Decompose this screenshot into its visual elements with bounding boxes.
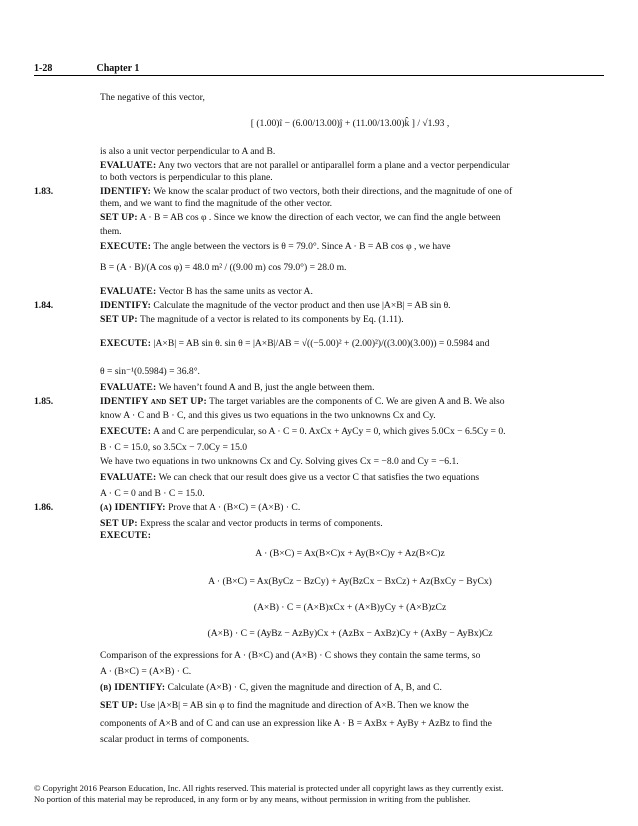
text-line-l37: scalar product in terms of components.	[100, 734, 250, 745]
footer-line-2: No portion of this material may be reproduced, in any form or by any means, without permission in writing from the publisher.	[34, 794, 471, 804]
text-line-l19: know A · C and B · C, and this gives us two equations in the two unknowns Cx and Cy.	[100, 410, 436, 421]
text-line-l15: EXECUTE: |A×B| = AB sin θ. sin θ = |A×B|/AB = √((−5.00)² + (2.00)²)/((3.00)(3.00)) = 0.5984 and	[100, 338, 490, 349]
section-label: EXECUTE:	[100, 426, 152, 437]
text-line-l27	[100, 530, 151, 542]
text-line-l16: θ = sin⁻¹(0.5984) = 36.8°.	[100, 366, 200, 377]
problem-number-p184: 1.84.	[34, 300, 54, 311]
text-line-l3: is also a unit vector perpendicular to A and B.	[100, 146, 276, 157]
problem-number-p186: 1.86.	[34, 502, 54, 513]
text-line-l25: (a) IDENTIFY: Prove that A · (B×C) = (A×B) · C.	[100, 502, 301, 513]
text-line-l6: IDENTIFY: We know the scalar product of two vectors, both their directions, and the magnitude of one of	[100, 186, 513, 197]
text-line-l34: (b) IDENTIFY: Calculate (A×B) · C, given the magnitude and direction of A, B, and C.	[100, 682, 442, 693]
footer-line-1: © Copyright 2016 Pearson Education, Inc. All rights reserved. This material is protected under all copyright laws as they currently exist.	[34, 783, 504, 793]
section-label: IDENTIFY:	[100, 300, 152, 311]
text-line-l29: A · (B×C) = Ax(ByCz − BzCy) + Ay(BzCx − BxCz) + Az(BxCy − ByCx)	[208, 576, 492, 587]
text-line-l2: [ (1.00)î − (6.00/13.00)ĵ + (11.00/13.00)k̂ ] / √1.93 ,	[250, 118, 450, 129]
text-line-l18: IDENTIFY and SET UP: The target variables are the components of C. We are given A and B. We also	[100, 396, 505, 407]
text-line-l30: (A×B) · C = (A×B)xCx + (A×B)yCy + (A×B)zCz	[253, 602, 447, 613]
text-line-l5: to both vectors is perpendicular to this plane.	[100, 172, 273, 183]
section-label: SET UP:	[100, 700, 138, 711]
text-line-l23: EVALUATE: We can check that our result does give us a vector C that satisfies the two equations	[100, 472, 480, 483]
text-line-l8: SET UP: A · B = AB cos φ . Since we know the direction of each vector, we can find the angle between	[100, 212, 501, 223]
text-line-l10: EXECUTE: The angle between the vectors is θ = 79.0°. Since A · B = AB cos φ , we have	[100, 241, 451, 252]
page-number: 1-28	[34, 63, 53, 74]
text-line-l14: SET UP: The magnitude of a vector is related to its components by Eq. (1.11).	[100, 314, 404, 325]
section-label: IDENTIFY and SET UP:	[100, 396, 207, 407]
section-label: EXECUTE:	[100, 338, 152, 349]
text-line-l17: EVALUATE: We haven’t found A and B, just the angle between them.	[100, 382, 375, 393]
text-line-l12: EVALUATE: Vector B has the same units as vector A.	[100, 286, 313, 297]
section-label: EVALUATE:	[100, 160, 157, 171]
chapter-title: Chapter 1	[96, 63, 140, 74]
section-label: SET UP:	[100, 314, 138, 325]
section-label: EVALUATE:	[100, 382, 157, 393]
section-label: EXECUTE:	[100, 241, 152, 252]
text-line-l28: A · (B×C) = Ax(B×C)x + Ay(B×C)y + Az(B×C)z	[255, 548, 445, 559]
header-rule	[34, 75, 604, 76]
page-header	[34, 63, 604, 74]
text-line-l22: We have two equations in two unknowns Cx and Cy. Solving gives Cx = −8.0 and Cy = −6.1.	[100, 456, 459, 467]
text-line-l33: A · (B×C) = (A×B) · C.	[100, 666, 192, 677]
text-line-l32: Comparison of the expressions for A · (B×C) and (A×B) · C shows they contain the same terms, so	[100, 650, 481, 661]
section-label: SET UP:	[100, 518, 138, 529]
text-line-l7: them, and we want to find the magnitude of the other vector.	[100, 198, 333, 209]
text-line-l9: them.	[100, 226, 122, 237]
section-label: (a) IDENTIFY:	[100, 502, 166, 513]
text-line-l21: B · C = 15.0, so 3.5Cx − 7.0Cy = 15.0	[100, 442, 248, 453]
text-line-l11: B = (A · B)/(A cos φ) = 48.0 m² / ((9.00 m) cos 79.0°) = 28.0 m.	[100, 262, 347, 273]
section-label: EVALUATE:	[100, 472, 157, 483]
text-line-l31: (A×B) · C = (AyBz − AzBy)Cx + (AzBx − AxBz)Cy + (AxBy − AyBx)Cz	[207, 628, 493, 639]
copyright-footer	[34, 783, 614, 805]
text-line-l13: IDENTIFY: Calculate the magnitude of the vector product and then use |A×B| = AB sin θ.	[100, 300, 451, 311]
text-line-l35: SET UP: Use |A×B| = AB sin φ to find the magnitude and direction of A×B. Then we know the	[100, 700, 469, 711]
text-line-l36: components of A×B and of C and can use an expression like A · B = AxBx + AyBy + AzBz to find the	[100, 718, 492, 729]
text-line-l26: SET UP: Express the scalar and vector products in terms of components.	[100, 518, 383, 529]
text-line-l1: The negative of this vector,	[100, 92, 205, 103]
problem-number-p185: 1.85.	[34, 396, 54, 407]
problem-number-p183: 1.83.	[34, 186, 54, 197]
section-label: EVALUATE:	[100, 286, 157, 297]
section-label: (b) IDENTIFY:	[100, 682, 166, 693]
section-label: IDENTIFY:	[100, 186, 152, 197]
text-line-l24: A · C = 0 and B · C = 15.0.	[100, 488, 205, 499]
text-line-l4: EVALUATE: Any two vectors that are not parallel or antiparallel form a plane and a vector perpendicular	[100, 160, 510, 171]
text-line-l20: EXECUTE: A and C are perpendicular, so A · C = 0. AxCx + AyCy = 0, which gives 5.0Cx − 6.5Cy = 0.	[100, 426, 506, 437]
section-label: SET UP:	[100, 212, 138, 223]
section-label: EXECUTE:	[100, 530, 152, 541]
